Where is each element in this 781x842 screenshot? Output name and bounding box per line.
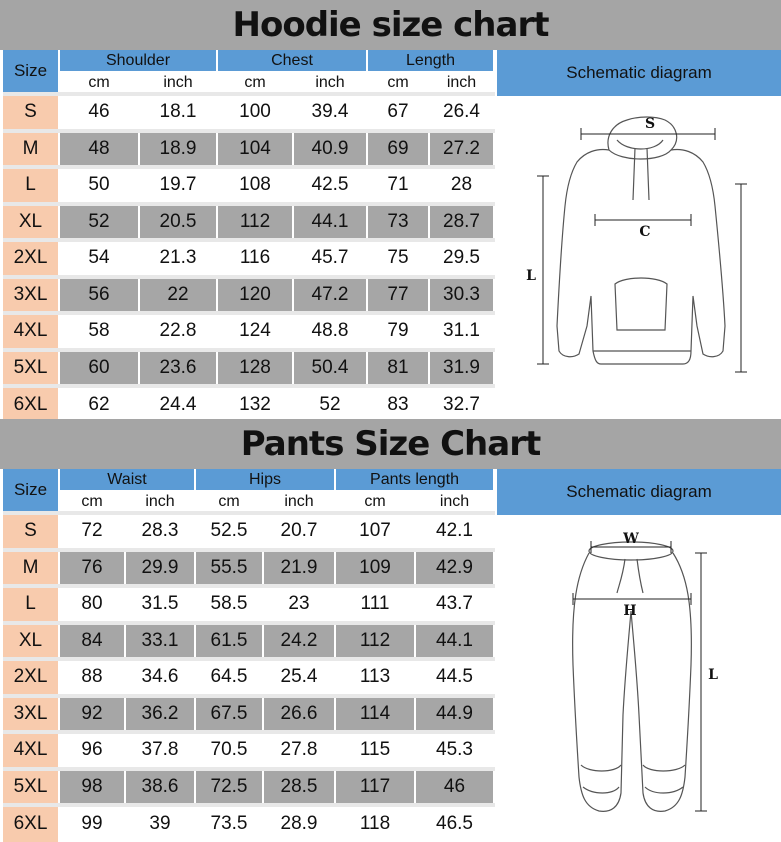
measurement-cell: 115 bbox=[335, 732, 415, 769]
unit-header: inch bbox=[429, 72, 494, 94]
measurement-cell: 84 bbox=[59, 623, 125, 660]
chest-header: Chest bbox=[217, 50, 367, 72]
measurement-cell: 83 bbox=[367, 386, 429, 423]
measurement-cell: 80 bbox=[59, 586, 125, 623]
measurement-cell: 92 bbox=[59, 696, 125, 733]
measurement-cell: 24.2 bbox=[263, 623, 335, 660]
measurement-cell: 67.5 bbox=[195, 696, 263, 733]
pants-table-body bbox=[3, 513, 494, 842]
measurement-cell: 72 bbox=[59, 513, 125, 550]
size-label-cell: XL bbox=[3, 204, 59, 241]
measurement-cell: 52 bbox=[293, 386, 367, 423]
measurement-cell: 39.4 bbox=[293, 94, 367, 131]
hood-outline bbox=[608, 117, 677, 159]
chest-marker-label: C bbox=[639, 224, 651, 240]
size-label-cell: S bbox=[3, 94, 59, 131]
unit-header: cm bbox=[335, 491, 415, 513]
table-row bbox=[3, 350, 494, 387]
hoodie-chart-title: Hoodie size chart bbox=[0, 0, 781, 50]
table-row bbox=[3, 769, 494, 806]
table-row bbox=[3, 623, 494, 660]
measurement-cell: 52 bbox=[59, 204, 139, 241]
size-label-cell: L bbox=[3, 167, 59, 204]
table-row bbox=[3, 805, 494, 842]
pants-chart-title: Pants Size Chart bbox=[0, 419, 781, 469]
measurement-cell: 98 bbox=[59, 769, 125, 806]
table-row bbox=[3, 313, 494, 350]
measurement-cell: 46 bbox=[415, 769, 494, 806]
table-row bbox=[3, 513, 494, 550]
size-label-cell: 3XL bbox=[3, 696, 59, 733]
pants-length-header: Pants length bbox=[335, 469, 494, 491]
table-row bbox=[3, 240, 494, 277]
size-column-header: Size bbox=[3, 469, 59, 513]
measurement-cell: 114 bbox=[335, 696, 415, 733]
measurement-cell: 42.5 bbox=[293, 167, 367, 204]
shoulder-header: Shoulder bbox=[59, 50, 217, 72]
table-row bbox=[3, 696, 494, 733]
pants-diagram-panel bbox=[497, 469, 781, 841]
measurement-cell: 72.5 bbox=[195, 769, 263, 806]
measurement-cell: 73.5 bbox=[195, 805, 263, 842]
measurement-cell: 44.1 bbox=[293, 204, 367, 241]
hoodie-outline bbox=[557, 150, 725, 365]
table-row bbox=[3, 732, 494, 769]
measurement-cell: 33.1 bbox=[125, 623, 195, 660]
measurement-cell: 60 bbox=[59, 350, 139, 387]
unit-header: cm bbox=[59, 491, 125, 513]
measurement-cell: 81 bbox=[367, 350, 429, 387]
measurement-cell: 124 bbox=[217, 313, 293, 350]
measurement-cell: 29.5 bbox=[429, 240, 494, 277]
length-header: Length bbox=[367, 50, 494, 72]
pants-outline bbox=[573, 553, 692, 811]
measurement-cell: 55.5 bbox=[195, 550, 263, 587]
measurement-cell: 76 bbox=[59, 550, 125, 587]
measurement-cell: 54 bbox=[59, 240, 139, 277]
unit-header: cm bbox=[59, 72, 139, 94]
measurement-cell: 30.3 bbox=[429, 277, 494, 314]
hoodie-diagram-panel bbox=[497, 50, 781, 419]
measurement-cell: 26.6 bbox=[263, 696, 335, 733]
measurement-cell: 56 bbox=[59, 277, 139, 314]
measurement-cell: 18.9 bbox=[139, 131, 217, 168]
size-column-header: Size bbox=[3, 50, 59, 94]
measurement-cell: 42.9 bbox=[415, 550, 494, 587]
pocket-outline bbox=[615, 278, 667, 330]
measurement-cell: 42.1 bbox=[415, 513, 494, 550]
size-label-cell: XL bbox=[3, 623, 59, 660]
measurement-cell: 111 bbox=[335, 586, 415, 623]
measurement-cell: 48 bbox=[59, 131, 139, 168]
measurement-cell: 107 bbox=[335, 513, 415, 550]
table-row bbox=[3, 167, 494, 204]
measurement-cell: 104 bbox=[217, 131, 293, 168]
measurement-cell: 112 bbox=[335, 623, 415, 660]
table-row bbox=[3, 586, 494, 623]
table-row bbox=[3, 550, 494, 587]
measurement-cell: 75 bbox=[367, 240, 429, 277]
measurement-cell: 48.8 bbox=[293, 313, 367, 350]
measurement-cell: 64.5 bbox=[195, 659, 263, 696]
measurement-cell: 26.4 bbox=[429, 94, 494, 131]
measurement-cell: 70.5 bbox=[195, 732, 263, 769]
measurement-cell: 21.9 bbox=[263, 550, 335, 587]
unit-header: cm bbox=[195, 491, 263, 513]
measurement-cell: 28.5 bbox=[263, 769, 335, 806]
measurement-cell: 73 bbox=[367, 204, 429, 241]
measurement-cell: 36.2 bbox=[125, 696, 195, 733]
measurement-cell: 40.9 bbox=[293, 131, 367, 168]
table-row bbox=[3, 94, 494, 131]
table-row bbox=[3, 277, 494, 314]
measurement-cell: 62 bbox=[59, 386, 139, 423]
size-label-cell: 3XL bbox=[3, 277, 59, 314]
table-row bbox=[3, 659, 494, 696]
unit-header: inch bbox=[263, 491, 335, 513]
unit-header: cm bbox=[217, 72, 293, 94]
measurement-cell: 50.4 bbox=[293, 350, 367, 387]
hips-header: Hips bbox=[195, 469, 335, 491]
hoodie-diagram-header: Schematic diagram bbox=[497, 50, 781, 96]
measurement-cell: 88 bbox=[59, 659, 125, 696]
measurement-cell: 44.9 bbox=[415, 696, 494, 733]
measurement-cell: 69 bbox=[367, 131, 429, 168]
size-label-cell: 4XL bbox=[3, 732, 59, 769]
measurement-cell: 100 bbox=[217, 94, 293, 131]
measurement-cell: 20.5 bbox=[139, 204, 217, 241]
measurement-cell: 25.4 bbox=[263, 659, 335, 696]
measurement-cell: 31.5 bbox=[125, 586, 195, 623]
size-label-cell: 6XL bbox=[3, 805, 59, 842]
measurement-cell: 46 bbox=[59, 94, 139, 131]
measurement-cell: 50 bbox=[59, 167, 139, 204]
measurement-cell: 39 bbox=[125, 805, 195, 842]
measurement-cell: 52.5 bbox=[195, 513, 263, 550]
measurement-cell: 21.3 bbox=[139, 240, 217, 277]
pants-size-section bbox=[0, 469, 781, 841]
measurement-cell: 24.4 bbox=[139, 386, 217, 423]
table-row bbox=[3, 131, 494, 168]
measurement-cell: 43.7 bbox=[415, 586, 494, 623]
measurement-cell: 96 bbox=[59, 732, 125, 769]
measurement-cell: 99 bbox=[59, 805, 125, 842]
measurement-cell: 28.9 bbox=[263, 805, 335, 842]
pants-diagram-header: Schematic diagram bbox=[497, 469, 781, 515]
measurement-cell: 28.3 bbox=[125, 513, 195, 550]
size-label-cell: L bbox=[3, 586, 59, 623]
measurement-cell: 20.7 bbox=[263, 513, 335, 550]
measurement-cell: 45.7 bbox=[293, 240, 367, 277]
hoodie-size-section bbox=[0, 50, 781, 419]
measurement-cell: 31.1 bbox=[429, 313, 494, 350]
hips-marker-label: H bbox=[623, 603, 637, 619]
hoodie-size-table bbox=[3, 50, 495, 423]
measurement-cell: 28.7 bbox=[429, 204, 494, 241]
measurement-cell: 71 bbox=[367, 167, 429, 204]
measurement-cell: 67 bbox=[367, 94, 429, 131]
hoodie-schematic-diagram bbox=[497, 96, 781, 419]
measurement-cell: 46.5 bbox=[415, 805, 494, 842]
unit-header: inch bbox=[293, 72, 367, 94]
measurement-cell: 22 bbox=[139, 277, 217, 314]
size-label-cell: 5XL bbox=[3, 769, 59, 806]
measurement-cell: 23 bbox=[263, 586, 335, 623]
size-label-cell: 6XL bbox=[3, 386, 59, 423]
measurement-cell: 58.5 bbox=[195, 586, 263, 623]
measurement-cell: 23.6 bbox=[139, 350, 217, 387]
measurement-cell: 116 bbox=[217, 240, 293, 277]
measurement-cell: 108 bbox=[217, 167, 293, 204]
pants-schematic-diagram bbox=[497, 515, 781, 841]
measurement-cell: 19.7 bbox=[139, 167, 217, 204]
measurement-cell: 37.8 bbox=[125, 732, 195, 769]
size-label-cell: 5XL bbox=[3, 350, 59, 387]
shoulder-marker-label: S bbox=[644, 116, 656, 132]
measurement-cell: 58 bbox=[59, 313, 139, 350]
waist-marker-label: W bbox=[623, 531, 639, 547]
measurement-cell: 132 bbox=[217, 386, 293, 423]
pants-length-marker-label: L bbox=[708, 667, 718, 683]
unit-header: inch bbox=[125, 491, 195, 513]
measurement-cell: 61.5 bbox=[195, 623, 263, 660]
size-label-cell: M bbox=[3, 550, 59, 587]
measurement-cell: 18.1 bbox=[139, 94, 217, 131]
measurement-cell: 27.8 bbox=[263, 732, 335, 769]
unit-header: inch bbox=[415, 491, 494, 513]
size-label-cell: 4XL bbox=[3, 313, 59, 350]
measurement-cell: 22.8 bbox=[139, 313, 217, 350]
pants-size-table bbox=[3, 469, 495, 842]
unit-header: cm bbox=[367, 72, 429, 94]
measurement-cell: 109 bbox=[335, 550, 415, 587]
hoodie-table-body bbox=[3, 94, 494, 423]
size-label-cell: 2XL bbox=[3, 659, 59, 696]
measurement-cell: 44.5 bbox=[415, 659, 494, 696]
measurement-cell: 34.6 bbox=[125, 659, 195, 696]
measurement-cell: 38.6 bbox=[125, 769, 195, 806]
measurement-cell: 118 bbox=[335, 805, 415, 842]
measurement-cell: 128 bbox=[217, 350, 293, 387]
measurement-cell: 31.9 bbox=[429, 350, 494, 387]
measurement-cell: 120 bbox=[217, 277, 293, 314]
measurement-cell: 32.7 bbox=[429, 386, 494, 423]
measurement-cell: 112 bbox=[217, 204, 293, 241]
length-marker-label: L bbox=[526, 268, 536, 284]
measurement-cell: 28 bbox=[429, 167, 494, 204]
measurement-cell: 44.1 bbox=[415, 623, 494, 660]
table-row bbox=[3, 386, 494, 423]
size-label-cell: 2XL bbox=[3, 240, 59, 277]
measurement-cell: 47.2 bbox=[293, 277, 367, 314]
measurement-cell: 27.2 bbox=[429, 131, 494, 168]
measurement-cell: 79 bbox=[367, 313, 429, 350]
measurement-cell: 29.9 bbox=[125, 550, 195, 587]
waist-header: Waist bbox=[59, 469, 195, 491]
unit-header: inch bbox=[139, 72, 217, 94]
measurement-cell: 117 bbox=[335, 769, 415, 806]
measurement-cell: 113 bbox=[335, 659, 415, 696]
measurement-cell: 77 bbox=[367, 277, 429, 314]
measurement-cell: 45.3 bbox=[415, 732, 494, 769]
size-label-cell: M bbox=[3, 131, 59, 168]
size-label-cell: S bbox=[3, 513, 59, 550]
table-row bbox=[3, 204, 494, 241]
